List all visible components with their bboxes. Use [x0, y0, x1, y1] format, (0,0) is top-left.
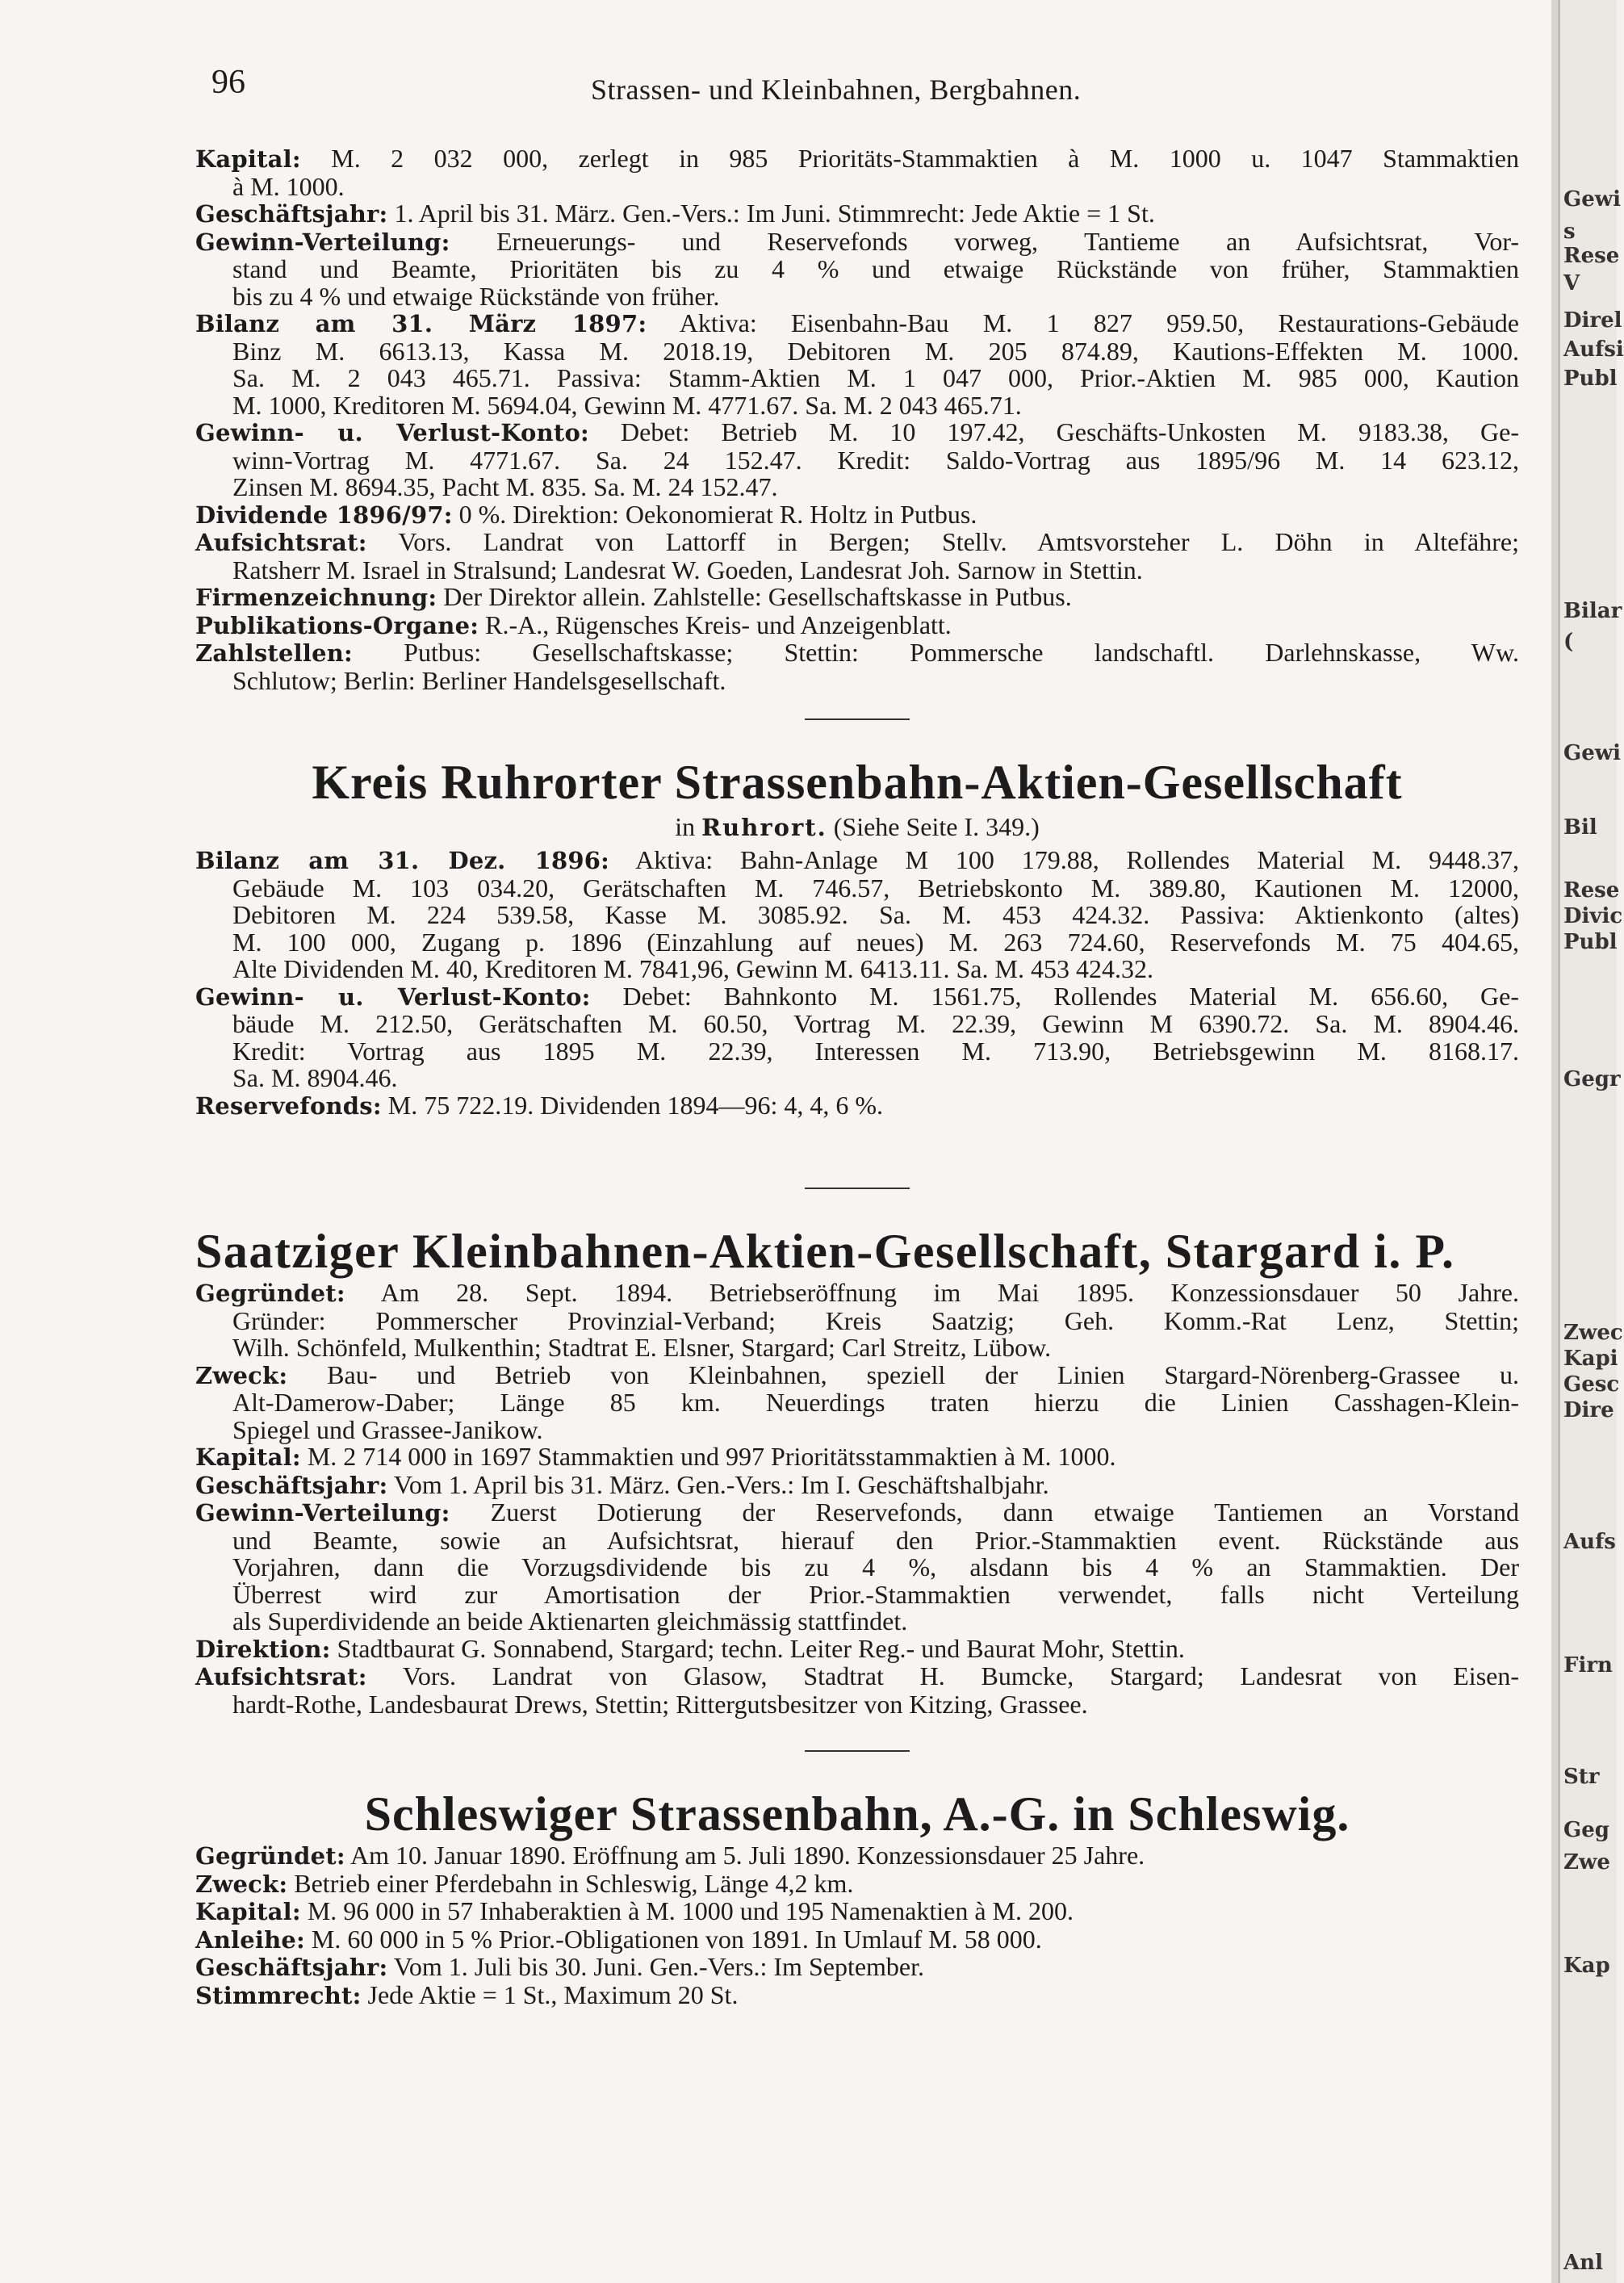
facing-page-fragment: Firn	[1563, 1653, 1613, 1678]
field-text: M. 75 722.19. Dividenden 1894—96: 4, 4, 6 %.	[381, 1090, 884, 1120]
company-entry	[195, 1188, 1519, 1718]
text-line	[195, 283, 1519, 311]
field-text: R.-A., Rügensches Kreis- und Anzeigenblatt.	[479, 609, 952, 639]
field-text: Kredit: Vortrag aus 1895 M. 22.39, Interessen M. 713.90, Betriebsgewinn M. 8168.17.	[232, 1036, 1519, 1066]
facing-page-fragment: Anl	[1563, 2251, 1603, 2275]
facing-page-edge	[1558, 0, 1624, 2283]
field-label: Stimmrecht:	[195, 1981, 362, 2009]
company-entry	[195, 718, 1519, 1120]
text-line	[195, 1389, 1519, 1417]
facing-page-fragment: Zwec	[1563, 1321, 1623, 1345]
text-line	[195, 228, 1519, 257]
text-line	[195, 1633, 1519, 1664]
field-text: und Beamte, sowie an Aufsichtsrat, hierauf den Prior.-Stammaktien event. Rückstände aus	[232, 1525, 1519, 1555]
field-text: M. 96 000 in 57 Inhaberaktien à M. 1000 und 195 Namenaktien à M. 200.	[300, 1896, 1074, 1925]
field-text: stand und Beamte, Prioritäten bis zu 4 % und etwaige Rückstände von früher, Stammaktien	[232, 254, 1519, 283]
field-label: Dividende 1896/97:	[195, 501, 453, 529]
field-label: Direktion:	[195, 1635, 331, 1663]
facing-page-fragment: Rese	[1563, 878, 1620, 903]
facing-page-fragment: Gewi	[1563, 187, 1622, 212]
text-line	[195, 1842, 1519, 1870]
field-label: Zahlstellen:	[195, 639, 353, 667]
field-text: Am 10. Januar 1890. Eröffnung am 5. Juli 1890. Konzessionsdauer 25 Jahre.	[345, 1841, 1145, 1870]
company-title: Saatziger Kleinbahnen-Aktien-Gesellschaft, Stargard i. P.	[195, 1225, 1455, 1278]
field-text: Vorjahren, dann die Vorzugsdividende bis zu 4 %, alsdann bis 4 % an Stammaktien. Der	[232, 1552, 1519, 1581]
text-line	[195, 1870, 1519, 1899]
section-separator	[805, 1750, 910, 1752]
facing-page-fragment: Kap	[1563, 1954, 1610, 1978]
field-label: Bilanz am 31. März 1897:	[195, 310, 647, 337]
field-text: Zuerst Dotierung der Reservefonds, dann etwaige Tantiemen an Vorstand	[450, 1498, 1519, 1527]
text-line	[195, 1663, 1519, 1691]
facing-page-fragment: Geg	[1563, 1818, 1609, 1842]
company-entry	[195, 1750, 1519, 2009]
field-label: Publikations-Organe:	[195, 611, 479, 639]
text-line	[195, 1011, 1519, 1038]
field-text: winn-Vortrag M. 4771.67. Sa. 24 152.47. Kredit: Saldo-Vortrag aus 1895/96 M. 14 623.12,	[232, 445, 1519, 475]
field-text: Schlutow; Berlin: Berliner Handelsgesellschaft.	[232, 665, 726, 695]
field-text: Der Direktor allein. Zahlstelle: Gesellschaftskasse in Putbus.	[437, 582, 1072, 611]
facing-page-fragment: s	[1563, 220, 1576, 244]
text-line	[195, 1334, 1519, 1362]
text-line	[195, 609, 1519, 640]
field-label: Gewinn-Verteilung:	[195, 1499, 450, 1527]
field-text: 1. April bis 31. März. Gen.-Vers.: Im Juni. Stimmrecht: Jede Aktie = 1 St.	[387, 199, 1155, 228]
field-label: Kapital:	[195, 145, 301, 173]
text-line	[195, 1092, 1519, 1121]
field-text: Sa. M. 2 043 465.71. Passiva: Stamm-Aktien M. 1 047 000, Prior.-Aktien M. 985 000, Kaution	[232, 363, 1519, 392]
page-body	[195, 145, 1519, 2009]
field-text: Stadtbaurat G. Sonnabend, Stargard; techn. Leiter Reg.- und Baurat Mohr, Stettin.	[330, 1633, 1185, 1663]
field-label: Aufsichtsrat:	[195, 1663, 367, 1690]
text-line	[195, 639, 1519, 668]
facing-page-fragment: Aufs	[1563, 1530, 1616, 1554]
text-line	[195, 1554, 1519, 1581]
text-line	[195, 419, 1519, 447]
field-label: Gewinn-Verteilung:	[195, 228, 450, 256]
text-line	[195, 929, 1519, 957]
section-separator	[805, 1188, 910, 1189]
facing-page-fragment: Divic	[1563, 904, 1623, 928]
field-text: Betrieb einer Pferdebahn in Schleswig, Länge 4,2 km.	[287, 1868, 854, 1898]
field-text: Gründer: Pommerscher Provinzial-Verband; Kreis Saatzig; Geh. Komm.-Rat Lenz, Stettin;	[232, 1305, 1519, 1335]
text-line	[195, 902, 1519, 929]
text-line	[195, 584, 1519, 612]
field-text: Vors. Landrat von Glasow, Stadtrat H. Bumcke, Stargard; Landesrat von Eisen-	[366, 1661, 1519, 1690]
field-text: Vom 1. Juli bis 30. Juni. Gen.-Vers.: Im September.	[387, 1952, 925, 1981]
field-label: Kapital:	[195, 1898, 301, 1925]
text-line	[195, 1581, 1519, 1609]
section-separator	[805, 718, 910, 720]
field-text: Debet: Betrieb M. 10 197.42, Geschäfts-Unkosten M. 9183.38, Ge-	[588, 417, 1519, 446]
text-line	[195, 1038, 1519, 1066]
field-text: M. 100 000, Zugang p. 1896 (Einzahlung auf neues) M. 263 724.60, Reservefonds M. 75 404.65,	[232, 927, 1519, 957]
field-text: Binz M. 6613.13, Kassa M. 2018.19, Debitoren M. 205 874.89, Kautions-Effekten M. 1000.	[232, 336, 1519, 366]
field-text: Ratsherr M. Israel in Stralsund; Landesrat W. Goeden, Landesrat Joh. Sarnow in Stettin.	[232, 555, 1143, 584]
text-line	[195, 1469, 1519, 1500]
field-label: Firmenzeichnung:	[195, 584, 437, 611]
field-label: Gegründet:	[195, 1280, 345, 1307]
field-text: hardt-Rothe, Landesbaurat Drews, Stettin; Rittergutsbesitzer von Kitzing, Grassee.	[232, 1689, 1088, 1719]
text-line	[195, 529, 1519, 557]
company-entry	[195, 145, 1519, 694]
running-title: Strassen- und Kleinbahnen, Bergbahnen.	[591, 73, 1082, 106]
field-text: Überrest wird zur Amortisation der Prior.-Stammaktien verwendet, falls nicht Verteilung	[232, 1579, 1519, 1609]
facing-page-fragment: Publ	[1563, 930, 1618, 954]
field-label: Zweck:	[195, 1870, 288, 1898]
facing-page-fragment: (	[1563, 630, 1574, 654]
text-line	[195, 1280, 1519, 1308]
field-text: Am 28. Sept. 1894. Betriebseröffnung im Mai 1895. Konzessionsdauer 50 Jahre.	[345, 1278, 1519, 1307]
field-label: Aufsichtsrat:	[195, 529, 367, 556]
text-line	[195, 1414, 1519, 1444]
text-line	[195, 1527, 1519, 1555]
text-line	[195, 875, 1519, 903]
field-text: M. 2 714 000 in 1697 Stammaktien und 997 Prioritätsstammaktien à M. 1000.	[300, 1442, 1116, 1471]
subtitle-prefix: in	[675, 812, 702, 841]
field-label: Gewinn- u. Verlust-Konto:	[195, 419, 589, 446]
facing-page-fragment: Str	[1563, 1765, 1600, 1789]
field-label: Geschäftsjahr:	[195, 1471, 388, 1499]
field-text: Putbus: Gesellschaftskasse; Stettin: Pommersche landschaftl. Darlehnskasse, Ww.	[352, 638, 1519, 667]
text-line	[195, 1499, 1519, 1527]
page-header	[211, 63, 1519, 119]
facing-page-fragment: Gewi	[1563, 741, 1622, 765]
text-line	[195, 1926, 1519, 1954]
facing-page-fragment: V	[1563, 271, 1580, 295]
field-label: Geschäftsjahr:	[195, 1954, 388, 1981]
field-text: à M. 1000.	[232, 171, 345, 201]
subtitle-reference: (Siehe Seite I. 349.)	[827, 812, 1040, 841]
facing-page-fragment: Gesc	[1563, 1372, 1620, 1397]
field-text: Spiegel und Grassee-Janikow.	[232, 1414, 543, 1444]
text-line	[195, 1608, 1519, 1636]
page-number: 96	[211, 64, 245, 101]
text-line	[195, 338, 1519, 366]
field-text: M. 1000, Kreditoren M. 5694.04, Gewinn M. 4771.67. Sa. M. 2 043 465.71.	[232, 390, 1022, 420]
field-label: Reservefonds:	[195, 1091, 382, 1120]
text-line	[195, 1979, 1519, 2010]
facing-page-fragment: Bilar	[1563, 599, 1622, 623]
company-title: Schleswiger Strassenbahn, A.-G. in Schleswig.	[364, 1787, 1350, 1841]
field-text: Vors. Landrat von Lattorff in Bergen; Stellv. Amtsvorsteher L. Döhn in Altefähre;	[366, 527, 1519, 556]
field-label: Kapital:	[195, 1443, 301, 1471]
field-text: M. 2 032 000, zerlegt in 985 Prioritäts-Stammaktien à M. 1000 u. 1047 Stammaktien	[300, 144, 1519, 173]
field-text: Gebäude M. 103 034.20, Gerätschaften M. 746.57, Betriebskonto M. 389.80, Kautionen M. 12000,	[232, 873, 1519, 903]
field-text: Jede Aktie = 1 St., Maximum 20 St.	[361, 1979, 739, 2009]
field-text: 0 %. Direktion: Oekonomierat R. Holtz in Putbus.	[452, 499, 977, 529]
facing-page-fragment: Rese	[1563, 244, 1620, 268]
facing-page-fragment: Zwe	[1563, 1850, 1610, 1875]
field-text: Sa. M. 8904.46.	[232, 1063, 398, 1092]
text-line	[195, 145, 1519, 174]
text-line	[195, 501, 1519, 530]
text-line	[195, 474, 1519, 501]
text-line	[195, 447, 1519, 475]
field-text: Bau- und Betrieb von Kleinbahnen, speziell der Linien Stargard-Nörenberg-Grassee u.	[287, 1359, 1519, 1389]
facing-page-fragment: Dire	[1563, 1398, 1614, 1422]
field-text: Erneuerungs- und Reservefonds vorweg, Tantieme an Aufsichtsrat, Vor-	[450, 226, 1519, 256]
facing-page-fragment: Kapi	[1563, 1347, 1618, 1371]
field-label: Anleihe:	[195, 1925, 305, 1954]
text-line	[195, 1305, 1519, 1335]
text-line	[195, 956, 1519, 983]
field-text: Vom 1. April bis 31. März. Gen.-Vers.: Im I. Geschäftshalbjahr.	[387, 1469, 1049, 1499]
text-line	[195, 983, 1519, 1012]
text-line	[195, 200, 1519, 228]
field-text: bis zu 4 % und etwaige Rückstände von früher.	[232, 281, 720, 311]
text-line	[195, 1898, 1519, 1926]
field-label: Bilanz am 31. Dez. 1896:	[195, 847, 610, 874]
field-label: Gewinn- u. Verlust-Konto:	[195, 982, 591, 1011]
field-label: Zweck:	[195, 1361, 288, 1389]
field-text: Wilh. Schönfeld, Mulkenthin; Stadtrat E. Elsner, Stargard; Carl Streitz, Lübow.	[232, 1333, 1052, 1362]
text-line	[195, 171, 1519, 201]
field-text: M. 60 000 in 5 % Prior.-Obligationen von 1891. In Umlauf M. 58 000.	[304, 1924, 1042, 1954]
field-label: Geschäftsjahr:	[195, 200, 388, 228]
text-line	[195, 256, 1519, 283]
text-line	[195, 392, 1519, 420]
company-title: Kreis Ruhrorter Strassenbahn-Aktien-Gesellschaft	[312, 756, 1403, 809]
facing-page-fragment: Publ	[1563, 367, 1618, 391]
text-line	[195, 557, 1519, 584]
field-text: Debitoren M. 224 539.58, Kasse M. 3085.92. Sa. M. 453 424.32. Passiva: Aktienkonto (altes)	[232, 900, 1519, 929]
subtitle-city: Ruhrort.	[701, 814, 827, 841]
field-text: Debet: Bahnkonto M. 1561.75, Rollendes Material M. 656.60, Ge-	[590, 981, 1519, 1011]
field-text: als Superdividende an beide Aktienarten gleichmässig stattfindet.	[232, 1606, 908, 1636]
field-label: Gegründet:	[195, 1842, 345, 1870]
facing-page-fragment: Gegr	[1563, 1067, 1621, 1091]
text-line	[195, 1954, 1519, 1982]
text-line	[195, 365, 1519, 392]
field-text: Aktiva: Eisenbahn-Bau M. 1 827 959.50, Restaurations-Gebäude	[647, 308, 1520, 337]
field-text: Alte Dividenden M. 40, Kreditoren M. 7841,96, Gewinn M. 6413.11. Sa. M. 453 424.32.	[232, 954, 1153, 983]
text-line	[195, 847, 1519, 875]
field-text: bäude M. 212.50, Gerätschaften M. 60.50, Vortrag M. 22.39, Gewinn M 6390.72. Sa. M. 8904.46.	[232, 1009, 1519, 1038]
facing-page-fragment: Direl	[1563, 308, 1622, 333]
field-text: Alt-Damerow-Daber; Länge 85 km. Neuerdings traten hierzu die Linien Casshagen-Klein-	[232, 1388, 1519, 1417]
text-line	[195, 1359, 1519, 1390]
text-line	[195, 665, 1519, 695]
field-text: Zinsen M. 8694.35, Pacht M. 835. Sa. M. 24 152.47.	[232, 472, 778, 501]
field-text: Aktiva: Bahn-Anlage M 100 179.88, Rollendes Material M. 9448.37,	[609, 845, 1519, 874]
text-line	[195, 310, 1519, 338]
text-line	[195, 1065, 1519, 1092]
facing-page-fragment: Aufsi	[1563, 337, 1624, 362]
text-line	[195, 1443, 1519, 1472]
facing-page-fragment: Bil	[1563, 815, 1597, 840]
company-subtitle	[195, 811, 1519, 844]
text-line	[195, 1691, 1519, 1719]
